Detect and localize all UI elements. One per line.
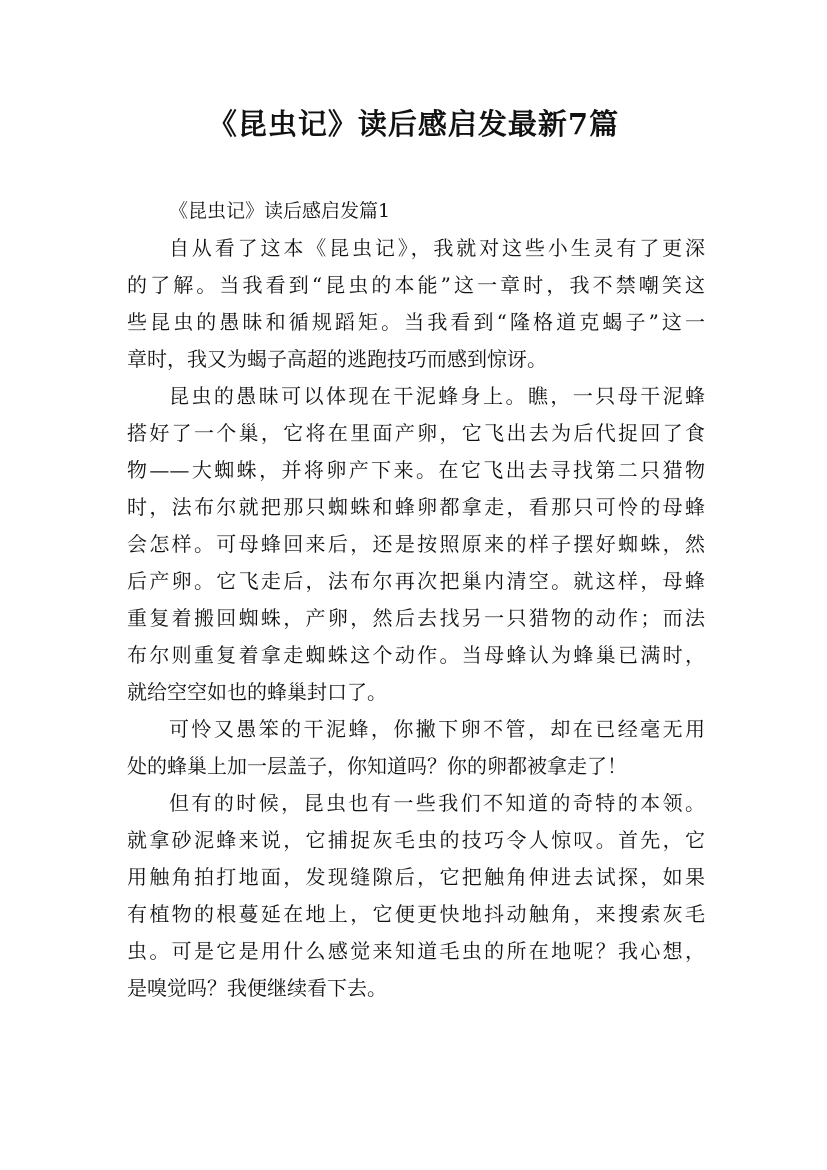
- paragraph-1-line-2: 的了解。当我看到“昆虫的本能”这一章时，我不禁嘲笑这: [127, 273, 705, 297]
- paragraph-1-line-4: 章时，我又为蝎子高超的逃跑技巧而感到惊讶。: [127, 347, 547, 371]
- paragraph-2-line-6: 后产卵。它飞走后，法布尔再次把巢内清空。就这样，母蜂: [127, 569, 705, 593]
- paragraph-4-line-1: 但有的时候，昆虫也有一些我们不知道的奇特的本领。: [169, 791, 705, 815]
- paragraph-1-line-1: 自从看了这本《昆虫记》，我就对这些小生灵有了更深: [169, 236, 705, 260]
- paragraph-4-line-2: 就拿砂泥蜂来说，它捕捉灰毛虫的技巧令人惊叹。首先，它: [127, 828, 705, 852]
- paragraph-4-line-5: 虫。可是它是用什么感觉来知道毛虫的所在地呢？我心想，: [127, 939, 705, 963]
- paragraph-3-line-2: 处的蜂巢上加一层盖子，你知道吗？你的卵都被拿走了！: [127, 754, 627, 778]
- paragraph-4-line-6: 是嗅觉吗？我便继续看下去。: [127, 976, 387, 1000]
- document-title: 《昆虫记》读后感启发最新7篇: [207, 107, 620, 141]
- document-body: [127, 193, 705, 1007]
- paragraph-4-line-3: 用触角拍打地面，发现缝隙后，它把触角伸进去试探，如果: [127, 865, 705, 889]
- paragraph-2-line-9: 就给空空如也的蜂巢封口了。: [127, 680, 387, 704]
- paragraph-2-line-5: 会怎样。可母蜂回来后，还是按照原来的样子摆好蜘蛛，然: [127, 532, 705, 556]
- paragraph-1-line-3: 些昆虫的愚昧和循规蹈矩。当我看到“隆格道克蝎子”这一: [127, 310, 705, 334]
- paragraph-3-line-1: 可怜又愚笨的干泥蜂，你撇下卵不管，却在已经毫无用: [169, 717, 705, 741]
- paragraph-2-line-1: 昆虫的愚昧可以体现在干泥蜂身上。瞧，一只母干泥蜂: [169, 384, 705, 408]
- paragraph-2-line-3: 物——大蜘蛛，并将卵产下来。在它飞出去寻找第二只猎物: [127, 458, 705, 482]
- paragraph-2-line-7: 重复着搬回蜘蛛，产卵，然后去找另一只猎物的动作；而法: [127, 606, 705, 630]
- paragraph-4-line-4: 有植物的根蔓延在地上，它便更快地抖动触角，来搜索灰毛: [127, 902, 705, 926]
- section-heading: 《昆虫记》读后感启发篇1: [169, 200, 391, 222]
- paragraph-2-line-2: 搭好了一个巢，它将在里面产卵，它飞出去为后代捉回了食: [127, 421, 705, 445]
- paragraph-2-line-4: 时，法布尔就把那只蜘蛛和蜂卵都拿走，看那只可怜的母蜂: [127, 495, 705, 519]
- paragraph-2-line-8: 布尔则重复着拿走蜘蛛这个动作。当母蜂认为蜂巢已满时，: [127, 643, 705, 667]
